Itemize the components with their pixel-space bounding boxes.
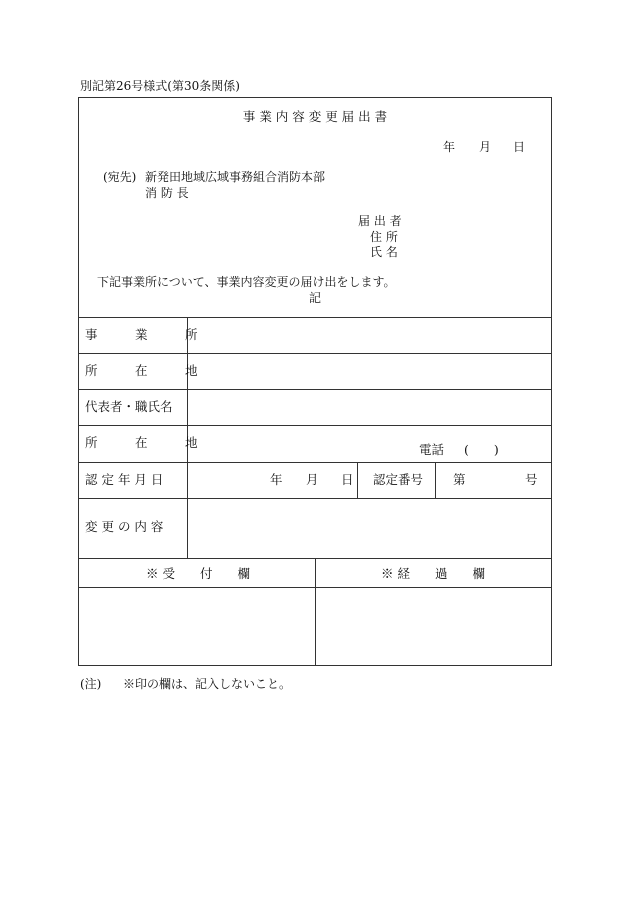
form-reference: 別記第26号様式(第30条関係) <box>80 79 240 93</box>
footnote-label: (注) <box>80 677 102 691</box>
addressee-prefix: (宛先) <box>103 170 137 184</box>
addressee-organization: 新発田地域広域事務組合消防本部 <box>145 170 326 184</box>
row-divider <box>78 462 552 463</box>
cert-column-divider <box>435 462 436 498</box>
statement-text: 下記事業所について、事業内容変更の届け出をします。 <box>97 275 396 289</box>
representative-label: 代表者・職氏名 <box>85 399 173 414</box>
progress-header: ※ 経 過 欄 <box>381 566 485 581</box>
notifier-name-label: 氏 名 <box>370 245 398 259</box>
date-year: 年 <box>443 140 456 154</box>
cert-number-go: 号 <box>525 472 538 487</box>
row-divider <box>78 425 552 426</box>
cert-year: 年 <box>270 472 283 487</box>
date-day: 日 <box>513 140 526 154</box>
form-title: 事 業 内 容 変 更 届 出 書 <box>242 109 388 124</box>
phone-label: 電話 <box>419 442 445 457</box>
ki-label: 記 <box>309 291 322 305</box>
footnote-text: ※印の欄は、記入しないこと。 <box>123 677 292 691</box>
cert-day: 日 <box>341 472 354 487</box>
notifier-label: 届 出 者 <box>358 214 402 228</box>
change-content-label: 変 更 の 内 容 <box>85 519 164 534</box>
bottom-column-divider <box>315 558 316 666</box>
row-divider <box>78 317 552 318</box>
row-divider <box>78 353 552 354</box>
phone-parentheses: ( ) <box>464 442 499 457</box>
cert-month: 月 <box>306 472 319 487</box>
footnote <box>80 678 291 690</box>
row-divider <box>78 498 552 499</box>
cert-column-divider <box>357 462 358 498</box>
location-label: 所 在 地 <box>85 363 198 378</box>
date-month: 月 <box>479 140 492 154</box>
cert-number-label: 認定番号 <box>373 472 424 487</box>
cert-date-label: 認 定 年 月 日 <box>85 472 164 487</box>
rep-location-label: 所 在 地 <box>85 435 198 450</box>
row-divider <box>78 389 552 390</box>
cert-number-dai: 第 <box>453 472 466 487</box>
reception-header: ※ 受 付 欄 <box>146 566 250 581</box>
notifier-address-label: 住 所 <box>370 230 398 244</box>
office-label: 事 業 所 <box>85 327 198 342</box>
addressee-chief: 消 防 長 <box>145 186 189 200</box>
